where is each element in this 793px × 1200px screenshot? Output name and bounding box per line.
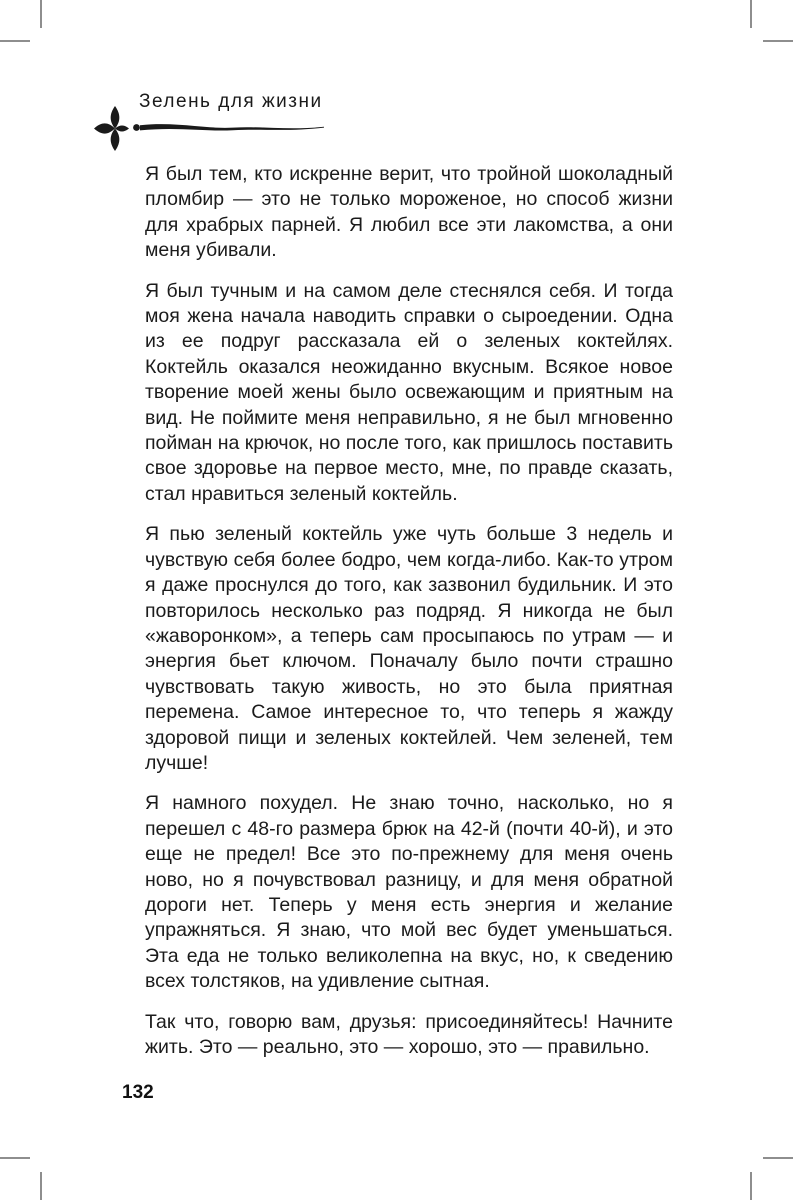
- paragraph: Я пью зеленый коктейль уже чуть больше 3 недель и чувствую себя более бодро, чем когда-либо. Как-то утром я даже проснулся до того, как зазвонил будильник. И это повторилось несколько раз подряд. Я никогда не был «жаворонком», а теперь сам просыпаюсь по утрам — и энергия бьет ключом. Поначалу было почти страшно чувствовать такую живость, но это была приятная перемена. Самое интересное то, что теперь я жажду здоровой пищи и зеленых коктейлей. Чем зеленей, тем лучше!: [145, 523, 673, 774]
- crop-mark-top-left-vertical: [40, 0, 42, 28]
- text-block: [145, 162, 673, 1060]
- floral-flourish-icon: [93, 101, 333, 153]
- crop-mark-top-right-horizontal: [763, 40, 793, 42]
- paragraph: Я был тучным и на самом деле стеснялся себя. И тогда моя жена начала наводить справки о сыроедении. Одна из ее подруг рассказала ей о зеленых коктейлях. Коктейль оказался неожиданно вкусным. Всякое новое творение моей жены было освежающим и приятным на вид. Не поймите меня неправильно, я не был мгновенно пойман на крючок, но после того, как пришлось поставить свое здоровье на первое место, мне, по правде сказать, стал нравиться зеленый коктейль.: [145, 279, 673, 505]
- crop-mark-bottom-right-horizontal: [763, 1157, 793, 1159]
- paragraph: Я был тем, кто искренне верит, что тройной шоколадный пломбир — это не только мороженое, но способ жизни для храбрых парней. Я любил все эти лакомства, а они меня убивали.: [145, 163, 673, 262]
- paragraph: Я намного похудел. Не знаю точно, насколько, но я перешел с 48-го размера брюк на 42-й (почти 40-й), и это еще не предел! Все это по-прежнему для меня очень ново, но я почувствовал разницу, и для меня обратной дороги нет. Теперь у меня есть энергия и желание упражняться. Я знаю, что мой вес будет уменьшаться. Эта еда не только великолепна на вкус, но, к сведению всех толстяков, на удивление сытная.: [145, 792, 673, 993]
- crop-mark-bottom-left-horizontal: [0, 1157, 30, 1159]
- crop-mark-top-right-vertical: [750, 0, 752, 28]
- running-title: Зелень для жизни: [139, 91, 323, 112]
- crop-mark-bottom-right-vertical: [750, 1172, 752, 1200]
- crop-mark-top-left-horizontal: [0, 40, 30, 42]
- page-number: 132: [122, 1082, 154, 1103]
- paragraph: Так что, говорю вам, друзья: присоединяйтесь! Начните жить. Это — реально, это — хорошо, это — правильно.: [145, 1010, 673, 1058]
- crop-mark-bottom-left-vertical: [40, 1172, 42, 1200]
